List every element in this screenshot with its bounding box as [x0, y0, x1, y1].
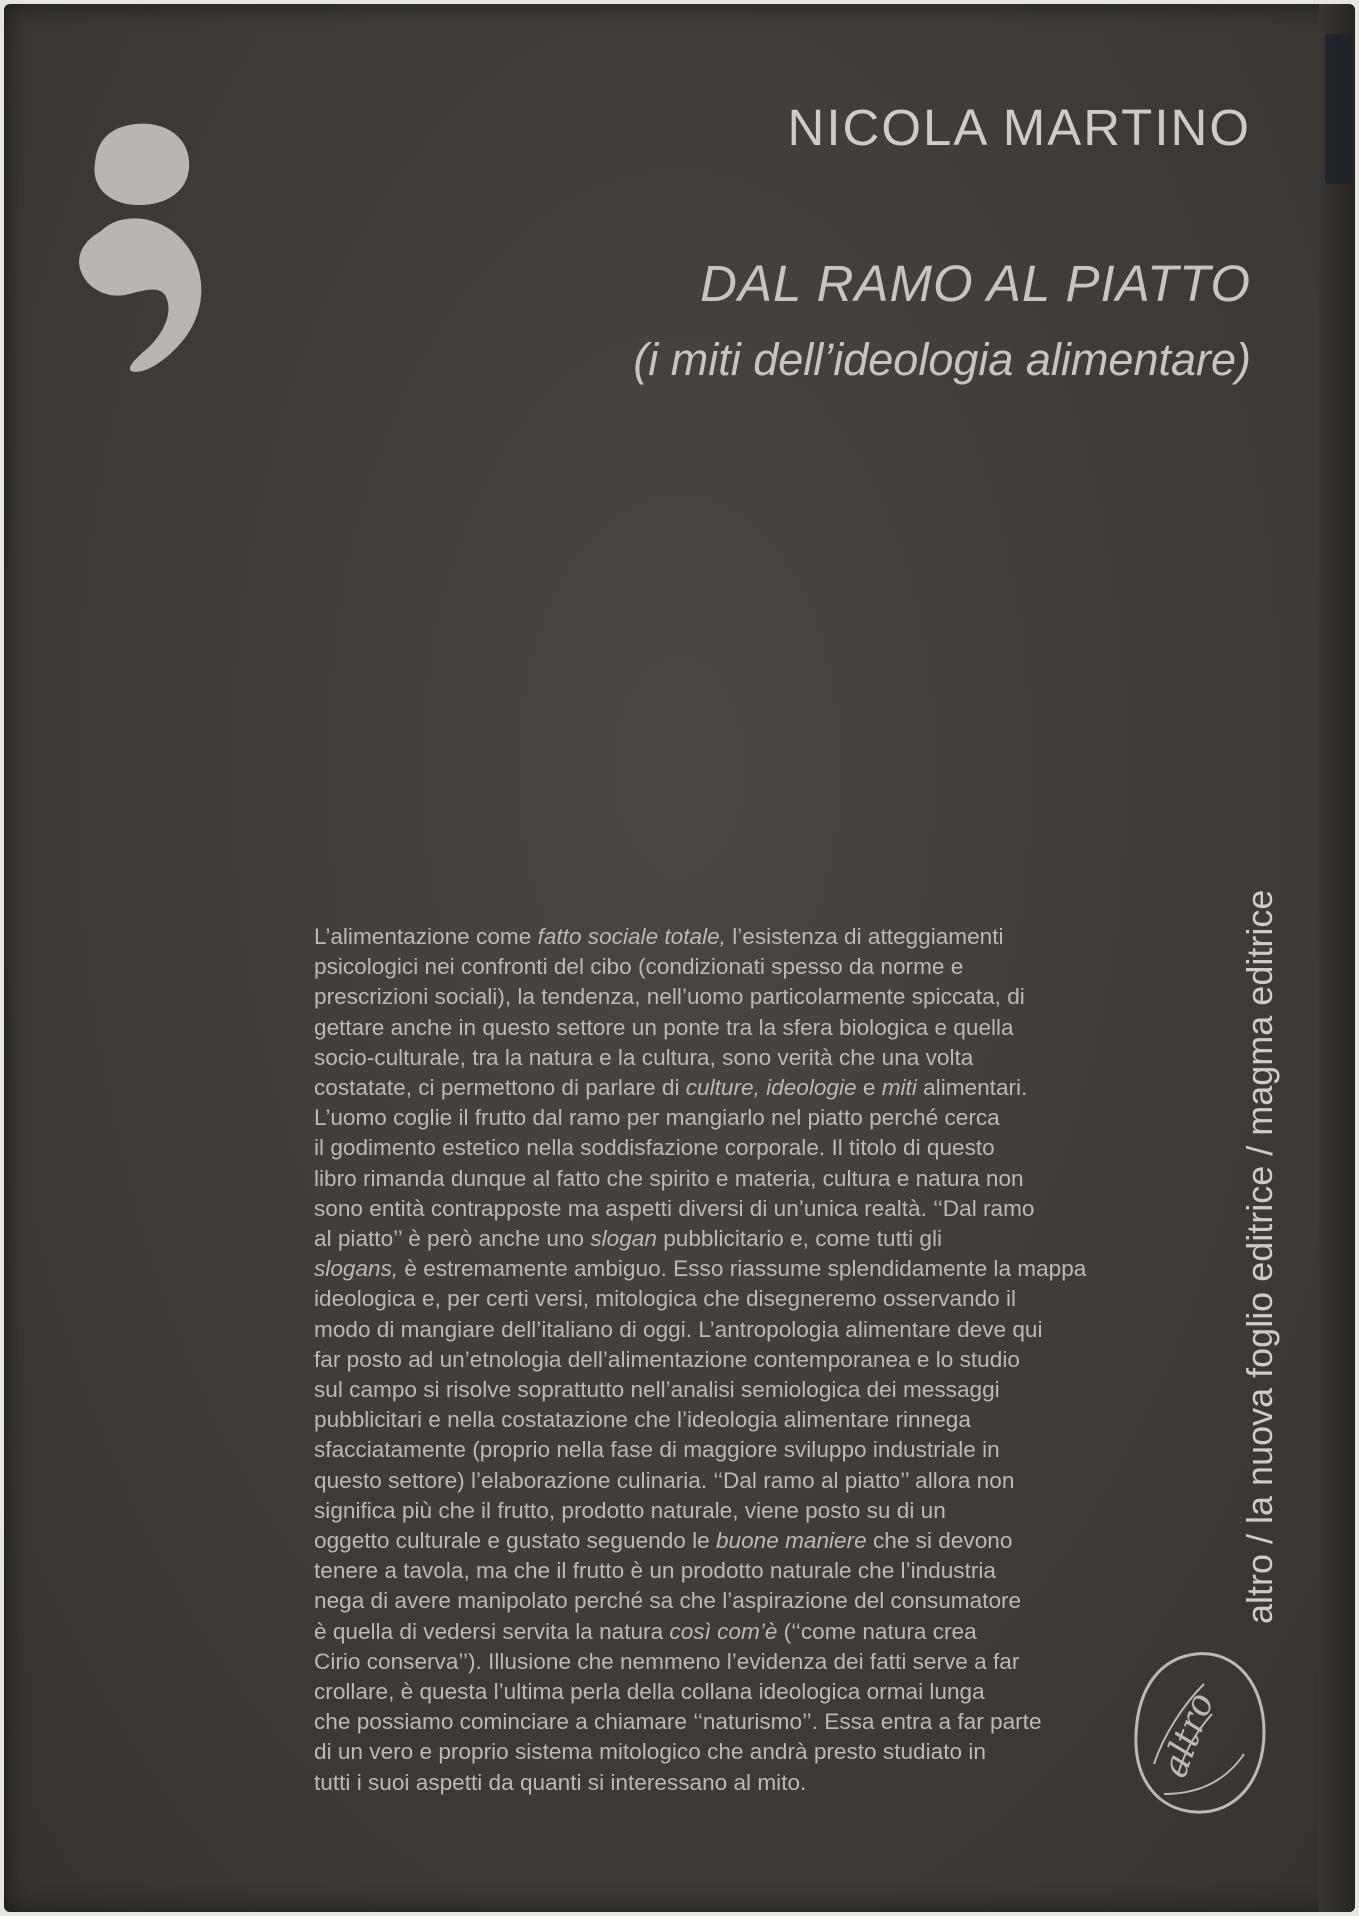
blurb-line — [314, 1345, 1069, 1375]
blurb-line — [314, 1677, 1069, 1707]
blurb-line — [314, 1043, 1069, 1073]
blurb-line — [314, 1194, 1069, 1224]
blurb-text: modo di mangiare dell’italiano di oggi. L’antropologia alimentare deve qui — [314, 1316, 1043, 1342]
blurb-text: costatate, ci permettono di parlare di — [314, 1075, 686, 1101]
blurb-line — [314, 1164, 1069, 1194]
blurb-line — [314, 1254, 1087, 1284]
blurb-line — [314, 1435, 1069, 1465]
semicolon-mark-icon — [69, 119, 219, 379]
blurb-text: socio-culturale, tra la natura e la cultura, sono verità che una volta — [314, 1044, 974, 1070]
blurb-text: sfacciatamente (proprio nella fase di maggiore sviluppo industriale in — [314, 1437, 1000, 1463]
blurb-text: prescrizioni sociali), la tendenza, nell’uomo particolarmente spiccata, di — [314, 984, 1025, 1010]
blurb-text: questo settore) l’elaborazione culinaria. ‘‘Dal ramo al piatto’’ allora non — [314, 1467, 1015, 1493]
blurb-line — [314, 1586, 1069, 1616]
blurb-text: è quella di vedersi servita la natura — [314, 1618, 670, 1644]
blurb-text: che si devono — [866, 1528, 1013, 1554]
blurb-line — [314, 952, 1069, 982]
blurb-text: il godimento estetico nella soddisfazione corporale. Il titolo di questo — [314, 1135, 995, 1161]
book-subtitle: (i miti dell’ideologia alimentare) — [633, 334, 1251, 385]
seal-lettering: altro — [1154, 1687, 1223, 1783]
blurb-line — [314, 1737, 1069, 1767]
blurb-text: libro rimanda dunque al fatto che spirito e materia, cultura e natura non — [314, 1165, 1024, 1191]
blurb-text: che possiamo cominciare a chiamare ‘‘naturismo’’. Essa entra a far parte — [314, 1709, 1042, 1735]
blurb-line — [314, 1617, 1069, 1647]
blurb-line — [314, 1073, 1069, 1103]
blurb-text: tenere a tavola, ma che il frutto è un prodotto naturale che l’industria — [314, 1558, 996, 1584]
book-title: DAL RAMO AL PIATTO — [700, 255, 1251, 312]
blurb-line — [314, 1284, 1069, 1314]
blurb-text: e — [856, 1075, 882, 1101]
blurb-italic: così com’è — [669, 1618, 778, 1644]
cover-edge-tab — [1325, 34, 1353, 184]
blurb-text: pubblicitario e, come tutti gli — [656, 1226, 943, 1252]
back-cover-blurb — [314, 922, 1087, 1798]
blurb-line — [314, 1466, 1069, 1496]
blurb-text: L’uomo coglie il frutto dal ramo per mangiarlo nel piatto perché cerca — [314, 1105, 1000, 1131]
blurb-line — [314, 1405, 1069, 1435]
blurb-text: significa più che il frutto, prodotto naturale, viene posto su di un — [314, 1497, 946, 1523]
cover-right-edge — [1319, 4, 1355, 1912]
blurb-text: tutti i suoi aspetti da quanti si interessano al mito. — [314, 1769, 807, 1795]
blurb-text: (‘‘come natura crea — [777, 1618, 977, 1644]
blurb-italic: miti — [881, 1075, 917, 1101]
blurb-italic: fatto sociale totale, — [537, 924, 726, 949]
blurb-line — [314, 1224, 1069, 1254]
blurb-line — [314, 1768, 1069, 1798]
blurb-text: gettare anche in questo settore un ponte tra la sfera biologica e quella — [314, 1014, 1014, 1040]
blurb-text: psicologici nei confronti del cibo (condizionati spesso da norme e — [314, 954, 964, 980]
blurb-text: crollare, è questa l’ultima perla della collana ideologica ormai lunga — [314, 1679, 985, 1705]
publisher-line: altro / la nuova foglio editrice / magma editrice — [1239, 889, 1280, 1624]
blurb-line — [314, 1526, 1069, 1556]
blurb-text: l’esistenza di atteggiamenti — [725, 924, 1004, 949]
blurb-text: sono entità contrapposte ma aspetti diversi di un’unica realtà. ‘‘Dal ramo — [314, 1195, 1035, 1221]
book-back-cover — [4, 4, 1355, 1912]
blurb-italic: culture, ideologie — [685, 1075, 857, 1101]
semicolon-dot — [94, 124, 189, 205]
blurb-line — [314, 1496, 1069, 1526]
blurb-line — [314, 1556, 1069, 1586]
author-name: NICOLA MARTINO — [787, 99, 1251, 156]
blurb-text: è estremamente ambiguo. Esso riassume splendidamente la mappa — [398, 1256, 1087, 1282]
altro-seal-logo — [1124, 1644, 1274, 1824]
blurb-text: nega di avere manipolato perché sa che l’aspirazione del consumatore — [314, 1588, 1022, 1614]
blurb-line — [314, 1315, 1069, 1345]
blurb-text: L’alimentazione come — [314, 924, 538, 949]
blurb-line — [314, 982, 1069, 1012]
blurb-text: di un vero e proprio sistema mitologico che andrà presto studiato in — [314, 1739, 986, 1765]
blurb-line — [314, 922, 1069, 952]
blurb-line — [314, 1103, 1069, 1133]
blurb-italic: slogan — [590, 1226, 657, 1252]
blurb-line — [314, 1707, 1069, 1737]
blurb-text: oggetto culturale e gustato seguendo le — [314, 1528, 716, 1554]
blurb-text: sul campo si risolve soprattutto nell’analisi semiologica dei messaggi — [314, 1377, 1000, 1403]
blurb-text: al piatto’’ è però anche uno — [314, 1226, 591, 1252]
blurb-line — [314, 1375, 1069, 1405]
blurb-text: pubblicitari e nella costatazione che l’ideologia alimentare rinnega — [314, 1407, 971, 1433]
blurb-line — [314, 1013, 1069, 1043]
blurb-italic: slogans, — [314, 1256, 399, 1282]
blurb-line — [314, 1133, 1069, 1163]
blurb-text: alimentari. — [916, 1075, 1028, 1101]
blurb-italic: buone maniere — [715, 1528, 867, 1554]
blurb-line — [314, 1647, 1069, 1677]
semicolon-comma — [79, 218, 201, 372]
blurb-text: far posto ad un’etnologia dell’alimentazione contemporanea e lo studio — [314, 1346, 1020, 1372]
blurb-text: ideologica e, per certi versi, mitologica che disegneremo osservando il — [314, 1286, 1017, 1312]
blurb-text: Cirio conserva’’). Illusione che nemmeno l’evidenza dei fatti serve a far — [314, 1648, 1020, 1674]
